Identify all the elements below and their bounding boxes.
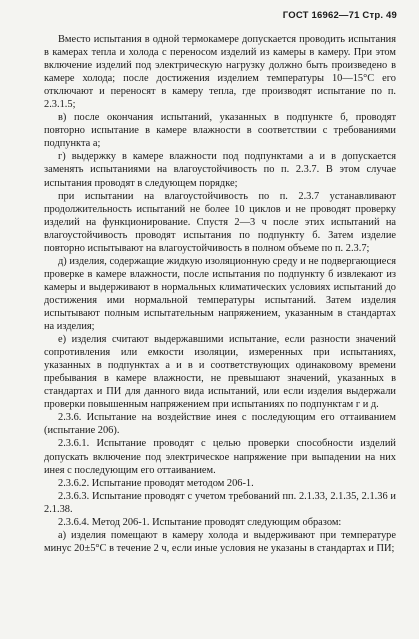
paragraph: при испытании на влагоустойчивость по п. 2.3.7 устанавливают продолжительность испытаний не более 10 циклов и не проводят проверку изделий на функционирование. Спустя 2—3 ч после этих испытаний на влагоустойчивость проводят испытания по подпункту б. Затем изделие повторно испытывают на влагоустойчивость в полном объеме по п. 2.3.7; (44, 190, 396, 254)
document-body (44, 33, 396, 555)
paragraph: в) после окончания испытаний, указанных в подпункте б, проводят повторно испытание в камере влажности в соответствии с требованиями подпункта а; (44, 112, 396, 150)
paragraph: 2.3.6.2. Испытание проводят методом 206-1. (58, 477, 254, 489)
paragraph: 2.3.6.4. Метод 206-1. Испытание проводят следующим образом: (58, 516, 342, 528)
paragraph: г) выдержку в камере влажности под подпунктами а и в допускается заменять испытаниями на влагоустойчивость по п. 2.3.7. В этом случае испытания проводят в следующем порядке; (44, 151, 396, 189)
paragraph: Вместо испытания в одной термокамере допускается проводить испытания в камерах тепла и холода с переносом изделий из камеры в камеру. При этом включение изделий под электрическую нагрузку должно быть произведено в камере холода; после достижения изделием температуры 10—15°С его отключают и переносят в камеру тепла, где производят испытание по п. 2.3.1.5; (44, 34, 396, 111)
paragraph: а) изделия помещают в камеру холода и выдерживают при температуре минус 20±5°С в течение 2 ч, если иные условия не указаны в стандартах и ПИ; (44, 529, 396, 554)
paragraph: д) изделия, содержащие жидкую изоляционную среду и не подвергающиеся проверке в камере влажности, после испытания по подпункту б извлекают из камеры и выдерживают в нормальных климатических условиях испытаний до достижения ими нормальной температуры испытаний. Затем изделия испытывают полным испытательным напряжением, указанным в стандартах на изделия; (44, 255, 396, 333)
section-heading: 2.3.6. Испытание на воздействие инея с последующим его оттаиванием (испытание 206). (44, 412, 396, 437)
paragraph: е) изделия считают выдержавшими испытание, если разности значений сопротивления или емкости изоляции, измеренных при испытаниях, указанных в подпунктах а и в и соответствующих одинаковому времени пребывания в камере влажности, не превышают значений, указанных в стандартах и ПИ для данного вида испытаний, или если изделия выдержали проверки повышенным напряжением при испытаниях по подпунктам г и д. (44, 334, 396, 411)
paragraph: 2.3.6.3. Испытание проводят с учетом требований пп. 2.1.33, 2.1.35, 2.1.36 и 2.1.38. (44, 490, 396, 515)
paragraph: 2.3.6.1. Испытание проводят с целью проверки способности изделий допускать включение под электрическое напряжение при выпадении на них инея с последующим его оттаиванием. (44, 438, 396, 476)
page-header: ГОСТ 16962—71 Стр. 49 (282, 10, 397, 21)
